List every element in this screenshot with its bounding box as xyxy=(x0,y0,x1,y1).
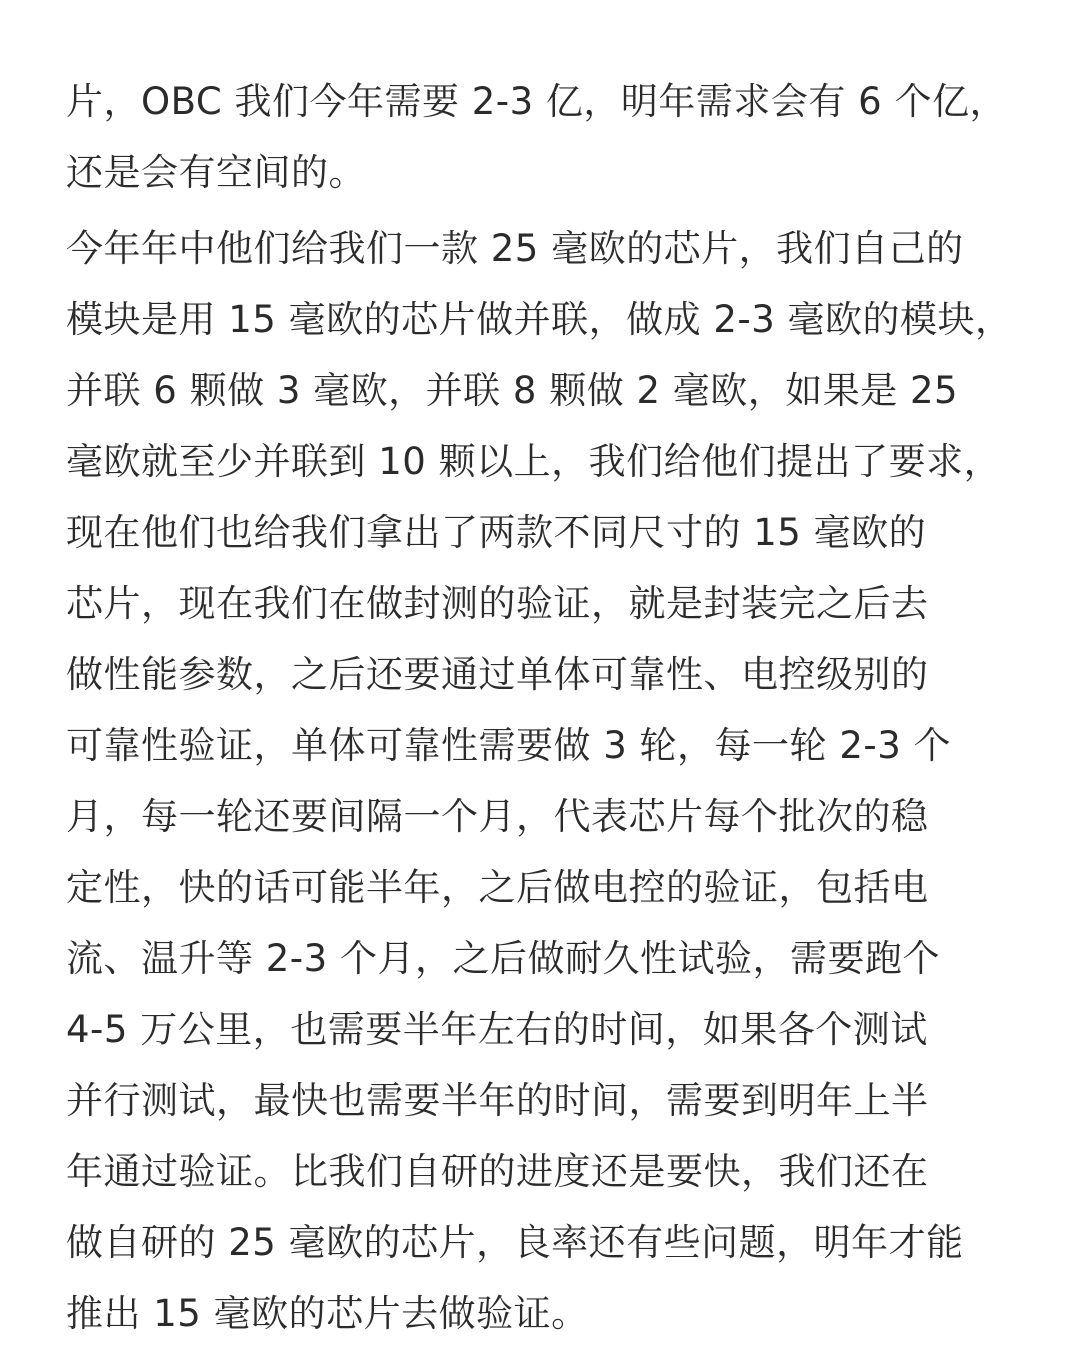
text-line: 定性，快的话可能半年，之后做电控的验证，包括电 xyxy=(66,866,929,909)
text-line: 现在他们也给我们拿出了两款不同尺寸的 15 毫欧的 xyxy=(66,511,927,554)
text-line: 还是会有空间的。 xyxy=(66,151,366,194)
paragraph-2 xyxy=(66,213,1026,1349)
text-line: 可靠性验证，单体可靠性需要做 3 轮，每一轮 2-3 个 xyxy=(66,724,952,767)
text-line: 毫欧就至少并联到 10 颗以上，我们给他们提出了要求， xyxy=(66,440,1002,483)
text-line: 流、温升等 2-3 个月，之后做耐久性试验，需要跑个 xyxy=(66,937,940,980)
text-line: 推出 15 毫欧的芯片去做验证。 xyxy=(66,1292,589,1335)
text-line: 模块是用 15 毫欧的芯片做并联，做成 2-3 毫欧的模块， xyxy=(66,298,1013,341)
text-line: 并行测试，最快也需要半年的时间，需要到明年上半 xyxy=(66,1079,929,1122)
text-line: 做自研的 25 毫欧的芯片，良率还有些问题，明年才能 xyxy=(66,1221,964,1264)
text-line: 芯片，现在我们在做封测的验证，就是封装完之后去 xyxy=(66,582,929,625)
text-line: 4-5 万公里，也需要半年左右的时间，如果各个测试 xyxy=(66,1008,928,1051)
paragraph-1 xyxy=(66,66,1026,208)
document-body xyxy=(66,66,1026,1349)
text-line: 片，OBC 我们今年需要 2-3 亿，明年需求会有 6 个亿， xyxy=(66,80,1007,123)
text-line: 今年年中他们给我们一款 25 毫欧的芯片，我们自己的 xyxy=(66,227,964,270)
text-line: 年通过验证。比我们自研的进度还是要快，我们还在 xyxy=(66,1150,929,1193)
text-line: 月，每一轮还要间隔一个月，代表芯片每个批次的稳 xyxy=(66,795,929,838)
text-line: 做性能参数，之后还要通过单体可靠性、电控级别的 xyxy=(66,653,929,696)
text-line: 并联 6 颗做 3 毫欧，并联 8 颗做 2 毫欧，如果是 25 xyxy=(66,369,959,412)
